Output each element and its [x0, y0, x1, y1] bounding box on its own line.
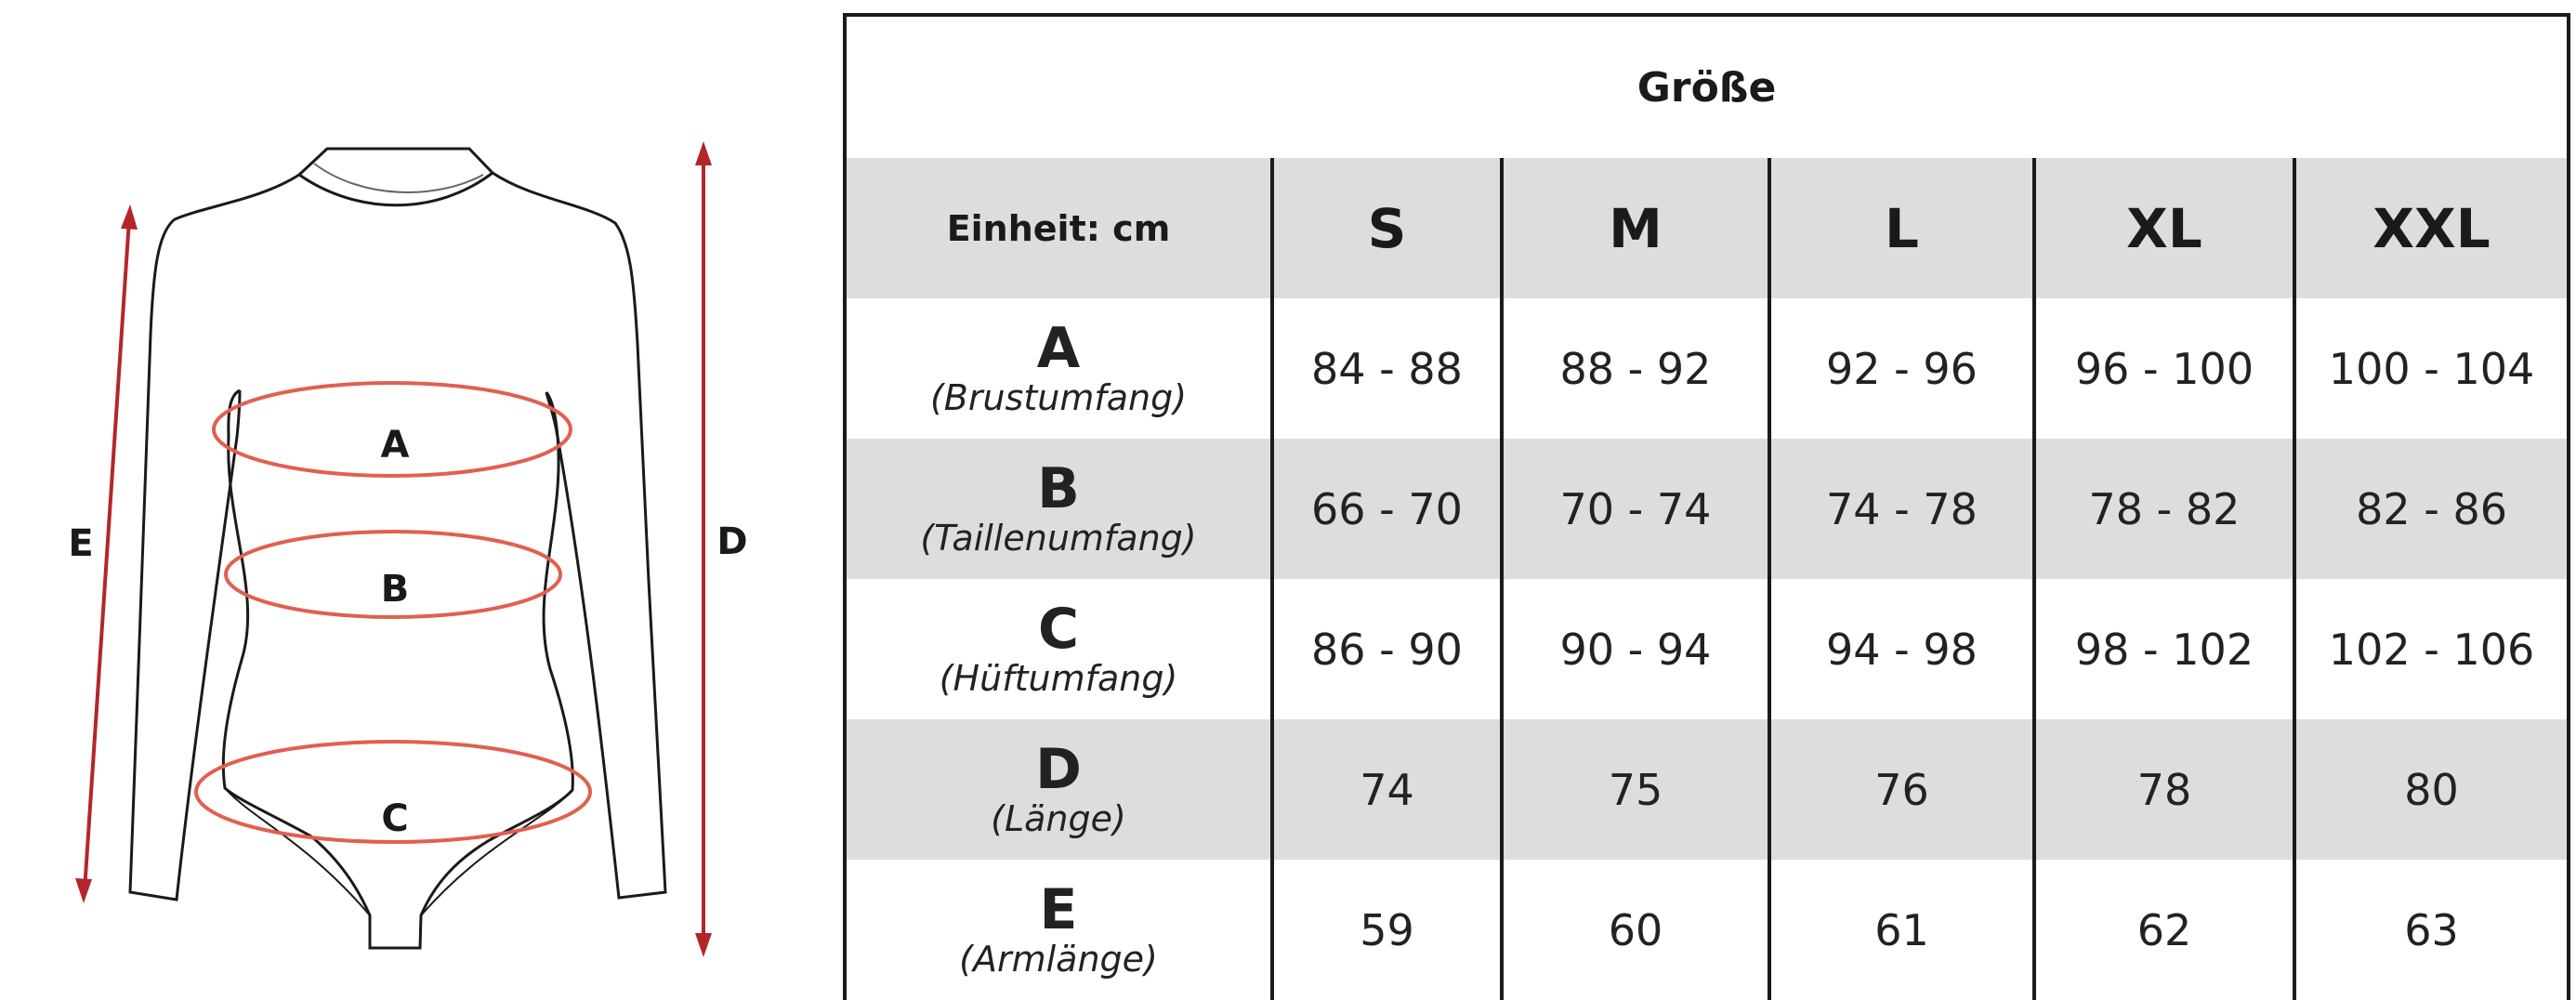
table-cell: 70 - 74	[1502, 439, 1769, 579]
table-header-row	[845, 158, 2569, 298]
left-sleeve-outline	[130, 175, 299, 900]
right-leg-opening	[421, 790, 572, 915]
label-b: B	[380, 568, 410, 611]
row-label-c	[845, 579, 1272, 719]
table-row	[845, 579, 2569, 719]
row-letter: C	[1037, 596, 1080, 662]
table-title-row	[845, 15, 2569, 158]
table-cell: 96 - 100	[2034, 298, 2294, 439]
table-row	[845, 439, 2569, 579]
table-cell: 90 - 94	[1502, 579, 1769, 719]
table-cell: 75	[1502, 719, 1769, 860]
right-sleeve-outline	[493, 173, 665, 898]
table-cell: 92 - 96	[1769, 298, 2034, 439]
table-cell: 88 - 92	[1502, 298, 1769, 439]
unit-label: Einheit: cm	[845, 158, 1272, 298]
size-header-xl: XL	[2034, 158, 2294, 298]
arrow-head-e-top	[121, 204, 138, 230]
collar-seam	[314, 164, 483, 192]
row-letter: A	[1036, 315, 1081, 381]
table-cell: 59	[1272, 860, 1502, 1000]
measurement-diagram	[0, 0, 836, 990]
table-cell: 60	[1502, 860, 1769, 1000]
table-cell: 82 - 86	[2356, 483, 2507, 534]
label-d: D	[716, 520, 748, 563]
size-chart-table	[843, 13, 2570, 1000]
row-label-b	[845, 439, 1272, 579]
arrow-head-e-bottom	[75, 878, 92, 903]
table-cell: 102 - 106	[2328, 624, 2535, 675]
left-leg-opening	[225, 788, 370, 915]
table-cell: 80	[2404, 764, 2459, 815]
label-a: A	[380, 424, 410, 467]
table-cell: 78	[2034, 719, 2294, 860]
table-cell: 76	[1769, 719, 2034, 860]
table-cell: 100 - 104	[2328, 343, 2535, 394]
table-row	[845, 719, 2569, 860]
label-e: E	[68, 522, 94, 565]
arrow-head-d-bottom	[695, 933, 712, 957]
table-cell: 94 - 98	[1769, 579, 2034, 719]
row-letter: B	[1037, 455, 1080, 521]
row-measure-name: (Armlänge)	[959, 938, 1158, 980]
table-cell: 74	[1272, 719, 1502, 860]
collar-outline	[299, 149, 493, 205]
size-header-l: L	[1769, 158, 2034, 298]
row-measure-name: (Länge)	[991, 797, 1126, 839]
table-cell: 66 - 70	[1272, 439, 1502, 579]
table-cell: 62	[2034, 860, 2294, 1000]
table-cell: 84 - 88	[1272, 298, 1502, 439]
row-measure-name: (Hüftumfang)	[939, 657, 1178, 699]
row-label-e	[845, 860, 1272, 1000]
table-cell: 98 - 102	[2034, 579, 2294, 719]
table-cell: 63	[2404, 904, 2459, 955]
bodysuit-illustration	[0, 0, 836, 990]
arrow-head-d-top	[695, 141, 712, 165]
row-letter: D	[1035, 736, 1082, 802]
size-header-xxl: XXL	[2372, 196, 2491, 260]
table-cell: 86 - 90	[1272, 579, 1502, 719]
row-letter: E	[1039, 876, 1078, 942]
table-title: Größe	[845, 15, 2569, 158]
row-label-a	[845, 298, 1272, 439]
table-row	[845, 298, 2569, 439]
label-c: C	[381, 797, 409, 840]
table-cell: 61	[1769, 860, 2034, 1000]
row-measure-name: (Brustumfang)	[929, 376, 1188, 418]
size-header-s: S	[1272, 158, 1502, 298]
table-row	[845, 860, 2569, 1000]
table-cell: 78 - 82	[2034, 439, 2294, 579]
table-cell: 74 - 78	[1769, 439, 2034, 579]
row-label-d	[845, 719, 1272, 860]
size-header-m: M	[1502, 158, 1769, 298]
row-measure-name: (Taillenumfang)	[920, 517, 1197, 559]
